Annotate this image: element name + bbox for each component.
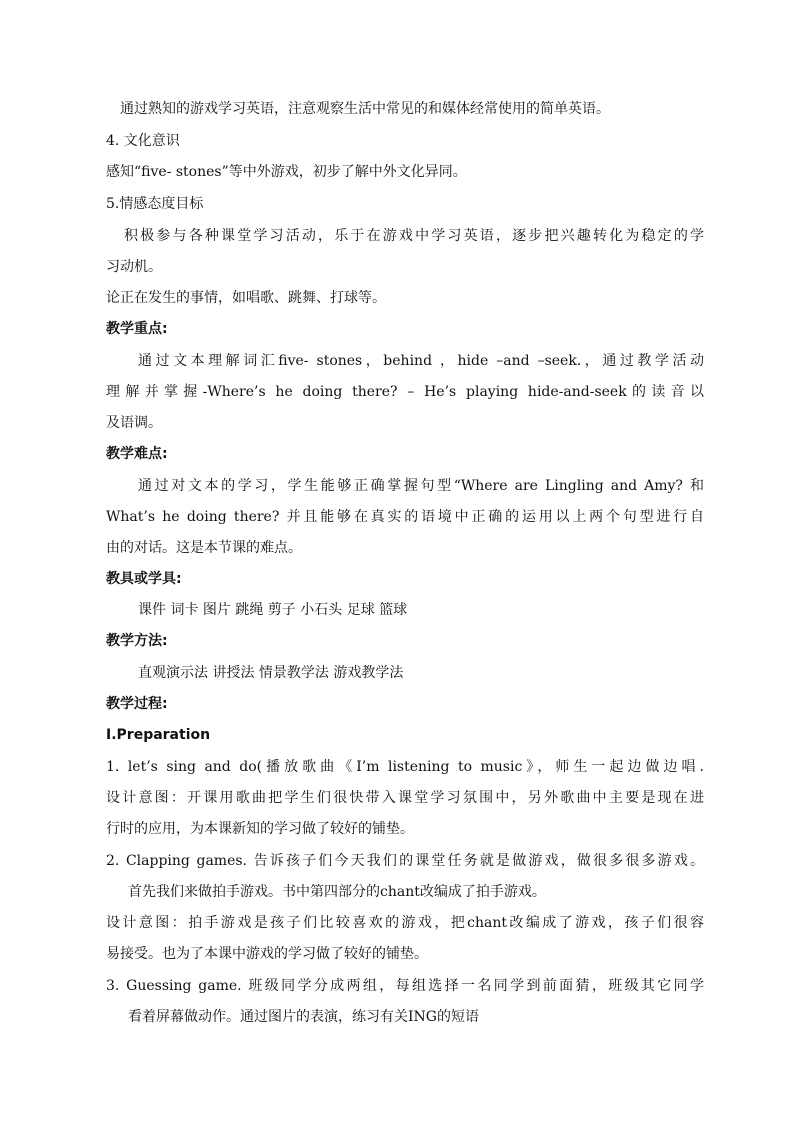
text-line-28: 易接受。也为了本课中游戏的学习做了较好的铺垫。: [106, 946, 428, 962]
text-line-10: 理解并掌握-Where’s he doing there? – He’s playing hide-and-seek的读音以: [106, 384, 704, 400]
text-line-27: 设计意图：拍手游戏是孩子们比较喜欢的游戏，把chant改编成了游戏，孩子们很容: [106, 915, 704, 931]
text-line-24: 行时的应用，为本课新知的学习做了较好的铺垫。: [106, 821, 414, 837]
heading-teaching-aids: 教具或学具:: [106, 571, 182, 587]
text-line-3: 感知“five- stones”等中外游戏，初步了解中外文化异同。: [106, 164, 467, 180]
text-line-1: 通过熟知的游戏学习英语，注意观察生活中常见的和媒体经常使用的简单英语。: [106, 101, 610, 117]
text-line-13: 通过对文本的学习，学生能够正确掌握句型“Where are Lingling and Amy? 和: [138, 478, 704, 494]
text-line-7: 论正在发生的事情，如唱歌、跳舞、打球等。: [106, 290, 386, 306]
teaching-methods-list: 直观演示法 讲授法 情景教学法 游戏教学法: [138, 665, 404, 681]
text-line-30: 看着屏幕做动作。通过图片的表演，练习有关ING的短语: [128, 1009, 479, 1025]
text-line-5: 积极参与各种课堂学习活动，乐于在游戏中学习英语，逐步把兴趣转化为稳定的学: [124, 228, 704, 244]
heading-difficulties: 教学难点:: [106, 446, 168, 462]
heading-preparation: Ⅰ.Preparation: [106, 727, 211, 743]
text-line-22: 1. let’s sing and do(播放歌曲《I’m listening to music》，师生一起边做边唱.: [106, 759, 704, 775]
text-line-9: 通过文本理解词汇five- stones，behind ，hide –and –seek.，通过教学活动: [138, 353, 704, 369]
text-line-14: What’s he doing there? 并且能够在真实的语境中正确的运用以上两个句型进行自: [106, 509, 704, 525]
text-line-11: 及语调。: [106, 415, 162, 431]
section-heading-culture: 4. 文化意识: [106, 133, 180, 149]
heading-teaching-methods: 教学方法:: [106, 633, 168, 649]
heading-key-points: 教学重点:: [106, 321, 168, 337]
text-line-15: 由的对话。这是本节课的难点。: [106, 540, 302, 556]
heading-teaching-process: 教学过程:: [106, 696, 168, 712]
text-line-25: 2. Clapping games. 告诉孩子们今天我们的课堂任务就是做游戏，做很多很多游戏。: [106, 853, 704, 869]
text-line-23: 设计意图：开课用歌曲把学生们很快带入课堂学习氛围中，另外歌曲中主要是现在进: [106, 790, 704, 806]
text-line-29: 3. Guessing game. 班级同学分成两组，每组选择一名同学到前面猜，班级其它同学: [106, 978, 704, 994]
text-line-6: 习动机。: [106, 259, 162, 275]
section-heading-emotion: 5.情感态度目标: [106, 196, 204, 212]
teaching-aids-list: 课件 词卡 图片 跳绳 剪子 小石头 足球 篮球: [138, 602, 408, 618]
text-line-26: 首先我们来做拍手游戏。书中第四部分的chant改编成了拍手游戏。: [128, 884, 546, 900]
